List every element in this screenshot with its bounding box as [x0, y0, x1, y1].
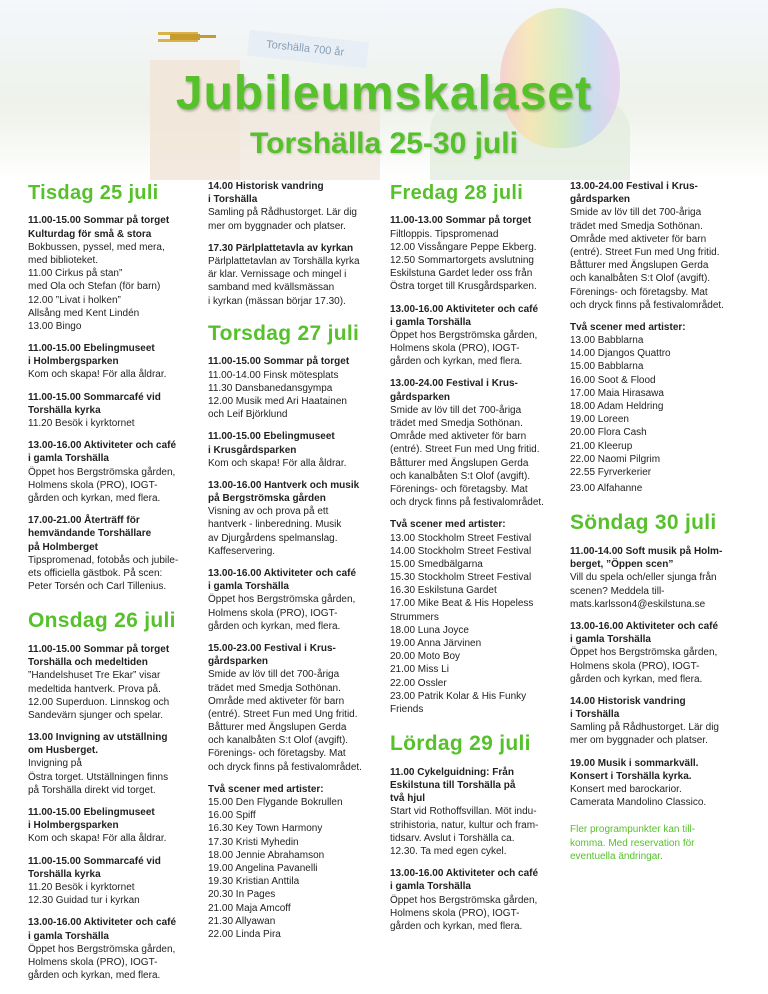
- event-body: 11.20 Besök i kyrktornet 12.30 Guidad tur i kyrkan: [28, 881, 140, 907]
- artist-list: [390, 518, 570, 716]
- artist-item: 16.30 Eskilstuna Gardet: [390, 585, 497, 597]
- artist-item: 19.00 Loreen: [570, 414, 629, 426]
- artist-item: Friends: [390, 703, 424, 715]
- artist-item: 16.00 Spiff: [208, 810, 256, 822]
- event-title: 13.00-16.00 Aktiviteter och café i gamla Torshälla: [28, 917, 177, 942]
- event-body: Öppet hos Bergströmska gården, Holmens skola (PRO), IOGT- gården och kyrkan, med flera.: [390, 894, 538, 932]
- event-title: 11.00-15.00 Ebelingmuseet i Krusgårdsparken: [208, 431, 335, 456]
- artist-item: 17.00 Maia Hirasawa: [570, 387, 664, 399]
- event: [28, 806, 208, 846]
- event-title: 13.00 Invigning av utställning om Husberget.: [28, 732, 168, 757]
- event: [208, 479, 388, 558]
- column-1: [28, 180, 208, 991]
- event-title: 11.00-13.00 Sommar på torget: [390, 215, 532, 227]
- event: [570, 695, 750, 748]
- event: [390, 867, 570, 933]
- event-body: Konsert med barockarior. Camerata Mandolino Classico.: [570, 784, 707, 809]
- column-2: [208, 180, 388, 950]
- column-3: [390, 180, 570, 942]
- event-title: 11.00-15.00 Sommar på torget Torshälla och medeltiden: [28, 643, 170, 669]
- day-heading-saturday: Lördag 29 juli: [390, 732, 531, 756]
- event-title: 17.30 Pärlplattetavla av kyrkan: [208, 242, 354, 254]
- artist-item: 22.00 Ossler: [390, 677, 447, 689]
- event: [208, 567, 388, 633]
- event: [208, 180, 388, 233]
- page-title: Jubileumskalaset: [175, 67, 593, 120]
- event-body: 11.00-14.00 Finsk mötesplats 11.30 Dansbanedansgympa 12.00 Musik med Ari Haatainen och Leif Björklund: [208, 369, 347, 421]
- event: [390, 377, 570, 509]
- artist-list-title: Två scener med artister:: [390, 519, 506, 531]
- event-body: Vill du spela och/eller sjunga från scenen? Meddela till- mats.karlsson4@eskilstuna.se: [570, 572, 717, 610]
- event: [570, 180, 750, 312]
- event-body: Start vid Rothoffsvillan. Möt indu- strihistoria, natur, kultur och fram- tidsarv. Avslut i Torshälla ca. 12.30. Ta med egen cykel.: [390, 806, 539, 857]
- artist-item: 16.30 Key Town Harmony: [208, 823, 323, 835]
- event-body: Kom och skapa! För alla åldrar.: [28, 369, 167, 381]
- artist-item: 19.30 Kristian Anttila: [208, 876, 300, 888]
- event-title: 17.00-21.00 Återträff för hemvändande Torshällare på Holmberget: [28, 515, 152, 553]
- event: [570, 757, 750, 810]
- artist-item: 20.30 In Pages: [208, 889, 276, 901]
- artist-item: 19.00 Anna Järvinen: [390, 638, 482, 650]
- event: [28, 916, 208, 982]
- event-title: 13.00-16.00 Aktiviteter och café i gamla Torshälla: [390, 868, 539, 893]
- event: [28, 514, 208, 593]
- artist-item: 22.00 Naomi Pilgrim: [570, 453, 661, 465]
- event-body: Filtloppis. Tipspromenad 12.00 Vissångare Peppe Ekberg. 12.50 Sommartorgets avslutning Eskilstuna Gardet leder oss från Östra torget till Krusgårdsparken.: [390, 228, 537, 293]
- day-heading-friday: Fredag 28 juli: [390, 182, 524, 204]
- artist-item: 18.00 Jennie Abrahamson: [208, 849, 325, 861]
- event: [28, 731, 208, 797]
- event-title: 13.00-16.00 Aktiviteter och café i gamla Torshälla: [28, 440, 177, 465]
- artist-item: 15.30 Stockholm Street Festival: [390, 572, 532, 584]
- artist-item: 15.00 Babblarna: [570, 361, 644, 373]
- day-heading-thursday: Torsdag 27 juli: [208, 321, 360, 345]
- event-body: Visning av och prova på ett hantverk - linberedning. Musik av Djurgårdens spelmanslag. Kaffeservering.: [208, 506, 342, 557]
- event-title: 11.00-15.00 Ebelingmuseet i Holmbergsparken: [28, 807, 155, 832]
- event: [390, 766, 570, 858]
- event-title: 11.00-15.00 Sommar på torget Kulturdag för små & stora: [28, 215, 170, 240]
- event-body: ”Handelshuset Tre Ekar” visar medeltida hantverk. Prova på. 12.00 Superduon. Linnskog och Sandevärn sjunger och spelar.: [28, 670, 170, 721]
- event: [570, 545, 750, 611]
- event: [570, 620, 750, 686]
- event-body: Samling på Rådhustorget. Lär dig mer om byggnader och platser.: [208, 207, 357, 232]
- artist-item: 22.55 Fyrverkerier: [570, 466, 652, 478]
- banner-sign: Torshälla 700 år: [247, 30, 369, 68]
- event: [390, 214, 570, 293]
- event-body: Smide av löv till det 700-åriga trädet med Smedja Sothönan. Område med aktiveter för barn (entré). Street Fun med Ung fritid. Båtturer med Ängslupen Gerda och kanalbåten S:t Olof (avgift). Förenings- och företagsby. Mat och dryck finns på festivalområdet.: [208, 669, 362, 773]
- artist-item: 23.00 Patrik Kolar & His Funky: [390, 690, 527, 702]
- column-4: [570, 180, 750, 863]
- artist-item: 20.00 Moto Boy: [390, 651, 461, 663]
- day-heading-sunday: Söndag 30 juli: [570, 511, 717, 535]
- artist-item: 21.00 Maja Amcoff: [208, 902, 291, 914]
- artist-list-title: Två scener med artister:: [208, 783, 324, 795]
- event-title: 19.00 Musik i sommarkväll. Konsert i Torshälla kyrka.: [570, 757, 699, 782]
- page-subtitle: Torshälla 25-30 juli: [250, 127, 518, 160]
- artist-item: 14.00 Djangos Quattro: [570, 348, 671, 360]
- event-body: Pärlplattetavlan av Torshälla kyrka är klar. Vernissage och mingel i samband med kvällsmässan i kyrkan (mässan börjar 17.30).: [208, 255, 360, 307]
- event: [390, 303, 570, 369]
- event-title: 13.00-16.00 Aktiviteter och café i gamla Torshälla: [208, 568, 357, 593]
- event-body: Bokbussen, pyssel, med mera, med biblioteket. 11.00 Cirkus på stan” med Ola och Stefan (för barn) 12.00 ”Livat i holken” Allsång med Kent Lindén 13.00 Bingo: [28, 241, 165, 332]
- artist-item: 19.00 Angelina Pavanelli: [208, 862, 318, 874]
- event-title: 13.00-16.00 Aktiviteter och café i gamla Torshälla: [570, 620, 719, 646]
- artist-item: Strummers: [390, 611, 439, 623]
- artist-item: 17.30 Kristi Myhedin: [208, 836, 299, 848]
- event-body: Tipspromenad, fotobås och jubile- ets officiella gästbok. På scen: Peter Torsén och Carl Tillenius.: [28, 554, 179, 593]
- artist-item: 16.00 Soot & Flood: [570, 374, 656, 386]
- event-body: Öppet hos Bergströmska gården, Holmens skola (PRO), IOGT- gården och kyrkan, med flera.: [570, 647, 718, 685]
- artist-item: 21.00 Kleerup: [570, 440, 633, 452]
- artist-item: 15.00 Den Flygande Bokrullen: [208, 797, 343, 809]
- event-title: 11.00-15.00 Sommarcafé vid Torshälla kyrka: [28, 391, 161, 416]
- event-body: Öppet hos Bergströmska gården, Holmens skola (PRO), IOGT- gården och kyrkan, med flera.: [208, 594, 356, 632]
- artist-item: 18.00 Adam Heldring: [570, 401, 664, 412]
- event-body: Smide av löv till det 700-åriga trädet med Smedja Sothönan. Område med aktiveter för barn (entré). Street Fun med Ung fritid. Båtturer med Ängslupen Gerda och kanalbåten S:t Olof (avgift). Förenings- och företagsby. Mat och dryck finns på festivalområdet.: [570, 207, 724, 311]
- artist-item: 14.00 Stockholm Street Festival: [390, 545, 532, 557]
- artist-item: 20.00 Flora Cash: [570, 427, 647, 439]
- event-body: 11.20 Besök i kyrktornet: [28, 418, 135, 430]
- event-title: 13.00-16.00 Hantverk och musik på Bergströmska gården: [208, 479, 360, 505]
- event: [208, 642, 388, 774]
- event-title: 11.00-14.00 Soft musik på Holm- berget, ”Öppen scen”: [570, 546, 723, 571]
- event-title: 13.00-16.00 Aktiviteter och café i gamla Torshälla: [390, 303, 539, 328]
- event: [28, 214, 208, 333]
- event-title: 11.00 Cykelguidning: Från Eskilstuna till Torshälla på två hjul: [390, 766, 516, 805]
- event: [28, 855, 208, 908]
- event: [208, 242, 388, 308]
- biplane-icon: [150, 30, 220, 44]
- artist-list: [208, 783, 388, 941]
- artist-item: 17.00 Mike Beat & His Hopeless: [390, 598, 534, 610]
- event-body: Kom och skapa! För alla åldrar.: [208, 457, 347, 469]
- event: [28, 391, 208, 431]
- event: [28, 643, 208, 722]
- event: [28, 439, 208, 505]
- artist-item: 15.00 Smedbälgarna: [390, 558, 483, 570]
- event-title: 13.00-24.00 Festival i Krus- gårdsparken: [390, 378, 518, 403]
- event-body: Öppet hos Bergströmska gården, Holmens skola (PRO), IOGT- gården och kyrkan, med flera.: [390, 329, 538, 368]
- artist-item: 22.00 Linda Pira: [208, 928, 281, 940]
- artist-list-title: Två scener med artister:: [570, 321, 686, 333]
- day-heading-wednesday: Onsdag 26 juli: [28, 609, 176, 633]
- event: [208, 355, 388, 421]
- artist-item: 13.00 Stockholm Street Festival: [390, 532, 532, 544]
- artist-item: 18.00 Luna Joyce: [390, 624, 469, 636]
- artist-item: 23.00 Alfahanne: [570, 483, 643, 495]
- day-heading-tuesday: Tisdag 25 juli: [28, 182, 159, 204]
- event-body: Öppet hos Bergströmska gården, Holmens skola (PRO), IOGT- gården och kyrkan, med flera.: [28, 466, 176, 504]
- event-title: 11.00-15.00 Ebelingmuseet i Holmbergsparken: [28, 343, 155, 368]
- event-title: 11.00-15.00 Sommar på torget: [208, 356, 350, 368]
- artist-item: 21.30 Allyawan: [208, 915, 276, 927]
- artist-list: [570, 321, 750, 495]
- event-body: Invigning på Östra torget. Utställningen finns på Torshälla direkt vid torget.: [28, 758, 169, 796]
- event-title: 11.00-15.00 Sommarcafé vid Torshälla kyrka: [28, 855, 161, 880]
- event: [208, 430, 388, 470]
- event-body: Smide av löv till det 700-åriga trädet med Smedja Sothönan. Område med aktiveter för barn (entré). Street Fun med Ung fritid. Båtturer med Ängslupen Gerda och kanalbåten S:t Olof (avgift). Förenings- och företagsby. Mat och dryck finns på festivalområdet.: [390, 404, 544, 509]
- event-body: Samling på Rådhustorget. Lär dig mer om byggnader och platser.: [570, 722, 719, 747]
- reservation-note: Fler programpunkter kan till- komma. Med reservation för eventuella ändringar.: [570, 824, 696, 862]
- event-title: 14.00 Historisk vandring i Torshälla: [570, 695, 686, 721]
- event-title: 14.00 Historisk vandring i Torshälla: [208, 181, 324, 206]
- event-title: 13.00-24.00 Festival i Krus- gårdsparken: [570, 181, 698, 206]
- artist-item: 21.00 Miss Li: [390, 664, 449, 676]
- event-title: 15.00-23.00 Festival i Krus- gårdsparken: [208, 642, 336, 668]
- artist-item: 13.00 Babblarna: [570, 335, 644, 347]
- event-body: Kom och skapa! För alla åldrar.: [28, 833, 167, 845]
- event: [28, 342, 208, 382]
- event-body: Öppet hos Bergströmska gården, Holmens skola (PRO), IOGT- gården och kyrkan, med flera.: [28, 943, 176, 982]
